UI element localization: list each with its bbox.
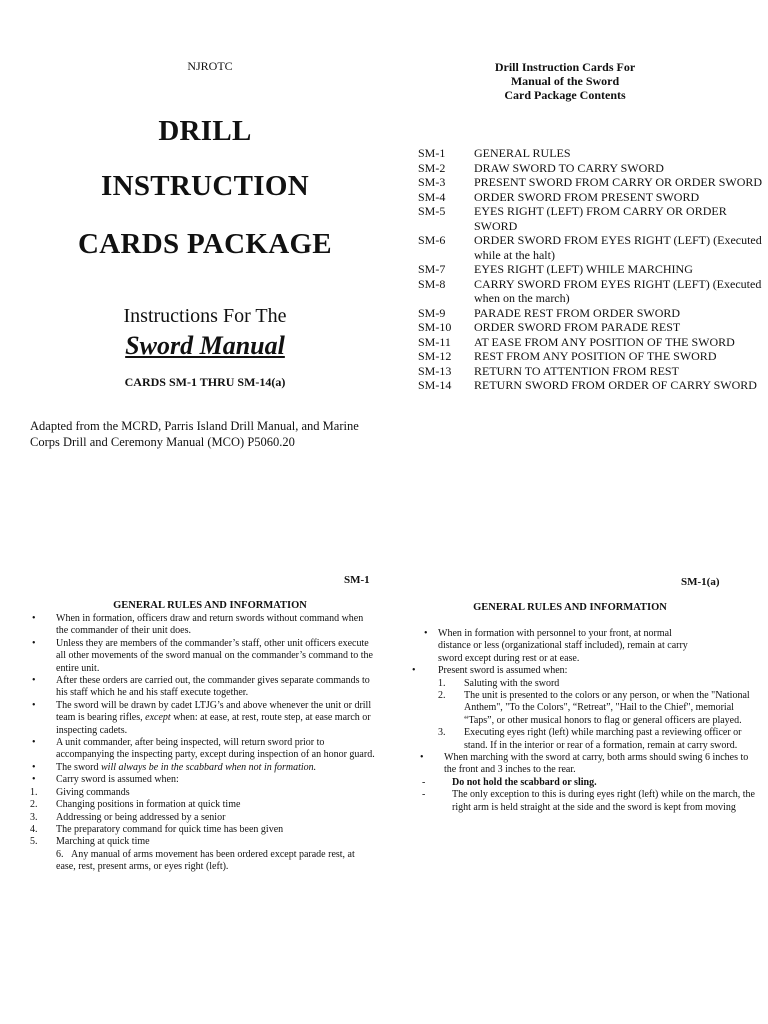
contents-row <box>418 175 763 190</box>
card-code-sm1a: SM-1(a) <box>681 576 720 588</box>
contents-title-line-3: Card Package Contents <box>504 88 626 102</box>
card-description: PRESENT SWORD FROM CARRY OR ORDER SWORD <box>474 175 763 189</box>
sub-item-number: 4. <box>30 823 38 835</box>
card-description: AT EASE FROM ANY POSITION OF THE SWORD <box>474 334 735 349</box>
sub-item-number: 2. <box>438 690 446 702</box>
sub-item-text: Marching at quick time <box>56 836 150 848</box>
list-item: 6. Any manual of arms movement has been ordered except parade rest, at ease, rest, present arms, or eyes right (left). <box>56 848 355 873</box>
contents-row <box>418 349 763 364</box>
contents-row <box>418 320 763 335</box>
list-item: • After these orders are carried out, the commander gives separate commands to his staff which he and his staff execute together. <box>32 675 370 699</box>
contents-title-line-2: Manual of the Sword <box>510 74 620 88</box>
sub-item-number: 3. <box>30 811 38 823</box>
contents-row <box>418 204 763 233</box>
card-heading-sm1: GENERAL RULES AND INFORMATION <box>113 600 307 611</box>
card-heading-sm1a: GENERAL RULES AND INFORMATION <box>473 602 667 613</box>
list-item: • When in formation with personnel to your front, at normal distance or less (organizational staff included), remain at carry sword except during rest or at ease. <box>424 628 688 664</box>
contents-row <box>418 306 763 321</box>
contents-title-line-1: Drill Instruction Cards For <box>494 60 636 74</box>
sm1a-rules-list <box>412 628 762 814</box>
card-description: EYES RIGHT (LEFT) WHILE MARCHING <box>474 262 693 276</box>
sub-item-number: 3. <box>438 727 446 739</box>
contents-row <box>418 277 763 306</box>
contents-row <box>418 335 763 350</box>
sword-manual-title: Sword Manual <box>125 331 285 360</box>
card-description: GENERAL RULES <box>474 146 571 160</box>
dash-marker: - <box>422 776 426 788</box>
list-item: • Present sword is assumed when: 1. Saluting with the sword 2. The unit is presented to the colors or any person, or when the "National Anthem", "To the Colors", “Retreat”, "Hail to the Chief", memorial “Taps”, or other musical honors to flag or general officers are played. 3. Executing eyes right (left) while marching past a reviewing officer or stand. If in the interior or rear of a formation, remain at carry sword. <box>412 665 762 752</box>
sub-item-number: 2. <box>30 799 38 811</box>
card-code: SM-4 <box>418 189 446 204</box>
title-line-3: CARDS PACKAGE <box>78 228 332 260</box>
dash-item <box>422 777 762 789</box>
sm1-rules-list <box>30 613 375 874</box>
card-code: SM-14 <box>418 378 452 392</box>
contents-row <box>418 262 763 277</box>
sub-item-text: The unit is presented to the colors or any person, or when the "National Anthem", "To the Colors", “Retreat”, "Hail to the Chief", memorial “Taps”, or other musical honors to flag or general officers are played. <box>464 690 750 726</box>
list-item: • Unless they are members of the commander’s staff, other unit officers execute all other movements of the sword manual on the commander’s command to the entire unit. <box>32 637 373 674</box>
card-description: REST FROM ANY POSITION OF THE SWORD <box>474 349 717 363</box>
sub-item-number: 1. <box>438 677 446 689</box>
contents-list <box>418 146 763 393</box>
card-code: SM-9 <box>418 305 446 320</box>
cards-range: CARDS SM-1 THRU SM-14(a) <box>124 375 286 389</box>
contents-row <box>418 233 763 262</box>
sub-item <box>438 678 762 690</box>
contents-row <box>418 146 763 161</box>
card-description: DRAW SWORD TO CARRY SWORD <box>474 160 664 175</box>
contents-row <box>418 364 763 379</box>
card-description: ORDER SWORD FROM PARADE REST <box>474 320 681 334</box>
dash-item <box>422 789 762 814</box>
card-description: ORDER SWORD FROM PRESENT SWORD <box>474 189 700 204</box>
card-description: EYES RIGHT (LEFT) FROM CARRY OR ORDER SWORD <box>474 204 727 233</box>
sub-item <box>438 690 762 727</box>
sub-item-number: 5. <box>30 836 38 848</box>
contents-row <box>418 190 763 205</box>
contents-row <box>418 161 763 176</box>
list-item: • Carry sword is assumed when: 1. Giving commands 2. Changing positions in formation at quick time 3. Addressing or being addressed by a senior 4. The preparatory command for quick time has been given 5. Marching at quick time <box>30 774 375 848</box>
sub-item-number: 1. <box>30 786 38 798</box>
sub-item-text: Addressing or being addressed by a senior <box>56 811 226 823</box>
sub-item <box>30 787 375 799</box>
sub-item <box>30 836 375 848</box>
list-item: • When in formation, officers draw and return swords without command when the commander of their unit does. <box>32 613 364 637</box>
list-item: • The sword will be drawn by cadet LTJG’s and above whenever the unit or drill team is bearing rifles, except when: at ease, at rest, route step, at ease march or inspecting cadets. <box>32 699 372 736</box>
sub-item <box>438 727 762 752</box>
list-item: • When marching with the sword at carry, both arms should swing 6 inches to the front and 3 inches to the rear. - Do not hold the scabbard or sling. - The only exception to this is during eyes right (left) while on the march, the right arm is held straight at the side and the sword is kept from moving <box>412 752 762 814</box>
sub-item-text: Executing eyes right (left) while marching past a reviewing officer or stand. If in the interior or rear of a formation, remain at carry sword. <box>464 727 742 751</box>
card-description: CARRY SWORD FROM EYES RIGHT (LEFT) (Executed when on the march) <box>474 276 762 305</box>
card-code: SM-6 <box>418 233 446 247</box>
sub-item-text: Changing positions in formation at quick time <box>56 799 241 811</box>
sub-item-text: The preparatory command for quick time has been given <box>56 823 284 835</box>
org-label: NJROTC <box>187 59 233 73</box>
contents-title <box>455 60 675 102</box>
card-code: SM-13 <box>418 363 452 378</box>
sub-item <box>30 824 375 836</box>
card-code: SM-3 <box>418 175 446 189</box>
contents-row <box>418 378 763 393</box>
card-description: PARADE REST FROM ORDER SWORD <box>474 305 681 320</box>
sub-item-text: Giving commands <box>56 786 130 798</box>
dash-text: Do not hold the scabbard or sling. <box>452 776 597 788</box>
carry-sword-sublist <box>30 786 375 849</box>
marching-dash-list <box>422 776 762 814</box>
dash-marker: - <box>422 789 426 801</box>
card-code: SM-10 <box>418 320 452 334</box>
instructions-for: Instructions For The <box>123 305 287 327</box>
dash-text: The only exception to this is during eyes right (left) while on the march, the right arm is held straight at the side and the sword is kept from moving <box>452 789 755 813</box>
adapted-from-note: Adapted from the MCRD, Parris Island Drill Manual, and Marine Corps Drill and Ceremony Manual (MCO) P5060.20 <box>30 419 359 449</box>
sub-item-text: Saluting with the sword <box>464 677 560 689</box>
card-description: ORDER SWORD FROM EYES RIGHT (LEFT) (Executed while at the halt) <box>474 233 762 262</box>
card-code-sm1: SM-1 <box>344 574 370 586</box>
title-line-2: INSTRUCTION <box>101 170 309 202</box>
card-description: RETURN SWORD FROM ORDER OF CARRY SWORD <box>474 378 757 392</box>
present-sword-sublist <box>438 678 762 752</box>
card-code: SM-8 <box>418 276 446 291</box>
sub-item <box>30 799 375 811</box>
card-code: SM-7 <box>418 262 446 276</box>
card-description: RETURN TO ATTENTION FROM REST <box>474 363 679 378</box>
card-code: SM-11 <box>418 334 451 349</box>
list-item: • A unit commander, after being inspected, will return sword prior to accompanying the inspecting party, except during inspection of an honor guard. <box>32 737 375 761</box>
list-item: • The sword will always be in the scabbard when not in formation. <box>32 761 317 773</box>
card-code: SM-1 <box>418 146 446 160</box>
sub-item <box>30 812 375 824</box>
card-code: SM-12 <box>418 349 452 363</box>
card-code: SM-2 <box>418 160 446 175</box>
title-line-1: DRILL <box>158 115 252 147</box>
card-code: SM-5 <box>418 204 446 218</box>
